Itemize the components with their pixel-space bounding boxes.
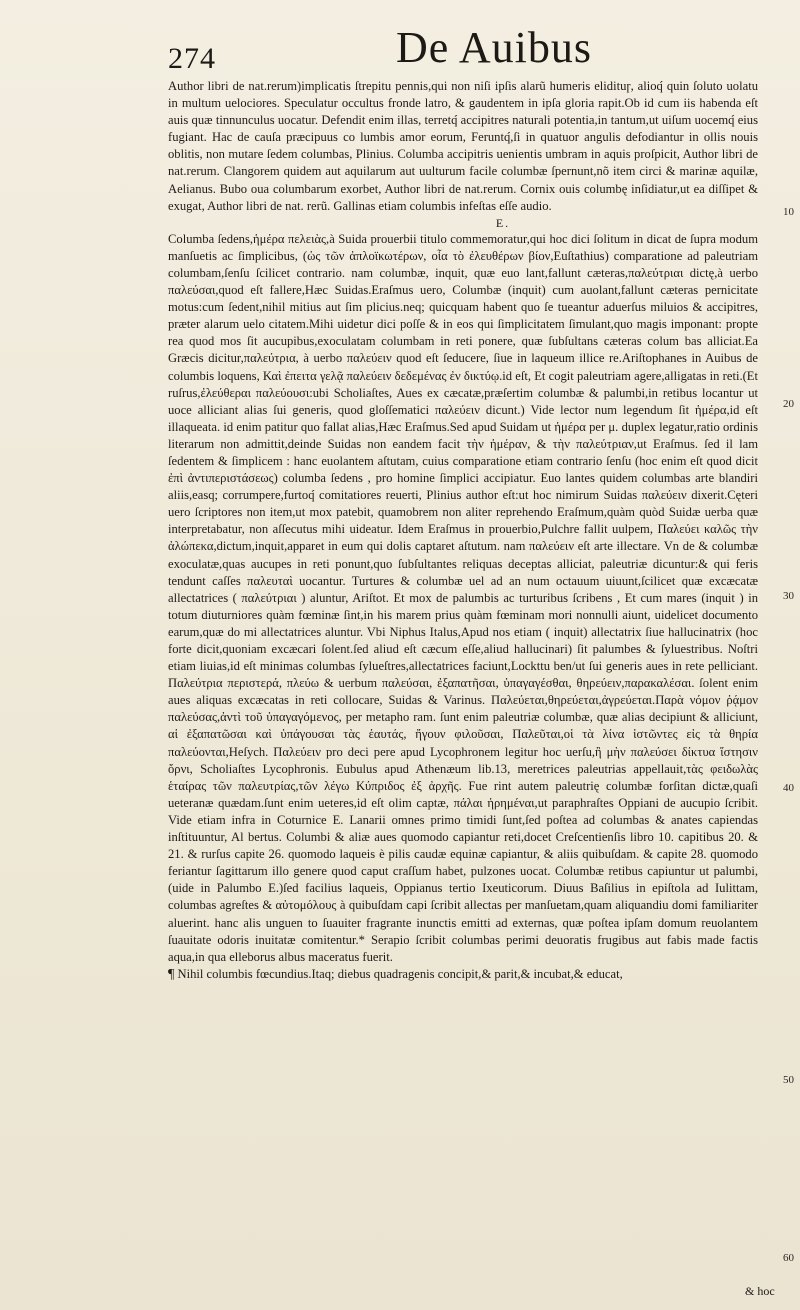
body-text bbox=[168, 78, 758, 983]
section-letter: E. bbox=[495, 215, 511, 230]
margin-line-number: 40 bbox=[783, 782, 794, 794]
pilcrow-mark: ¶ bbox=[168, 966, 175, 982]
page-header bbox=[168, 14, 728, 86]
paragraph-2: Columba ſedens,ἡμέρα πελειὰς,à Suida prouerbii titulo commemoratur,qui hoc dici ſolitum in dicat de ſupra modum manſuetis ac ſimplicibus, (ὡς τῶν ἀπλοϊκωτέρων, οἷα τὸ ἐλευθέρων βίον,Euſtathius) comparatione ad paleutriam columbam,ſenſu ſcilicet contrario. nam columbæ, inquit, quæ euo lant,fallunt cæteras,παλεύτριαι dictę,à uerbo παλεύσαι,quod eſt fallere,Hæc Suidas.Eraſmus uero, Columbæ (inquit) cum auolant,fallunt cæteras pernicitate motus:cum ſedent,nihil mitius aut ſim plicius.neq; quicquam habent quo ſe tueantur aduerſus miluios & accipitres, præter alarum uelo citatem.Mihi uidetur dici poſſe & in eos qui ſimplicitatem ſimulant,quo magis imponant: propte rea quod mos ſit aucupibus,exoculatam columbam in reti ponere, quæ ſubſultans cæteras colum bas alliciat.Ea Græcis dicitur,παλεύτρια, à uerbo παλεύειν quod eſt ſeducere, ſiue in laqueum illice re.Ariſtophanes in Auibus de columbis loquens, Καὶ ἐπειτα γελᾷ παλεύειν δεδεμένας ἐν δικτύῳ.id eſt, Et cogit paleutriam agere,alligatas in reti.(Et ruſrus,ἐλεύθεραι παλεύουσι:ubi Scholiaſtes, Aues ex cæcatæ,præſertim columbæ & palumbi,in retibus locantur ut uoce alliciant alias ſui generis, quod gloſſematici παλεύειν dicunt.) Vide lector num legendum ſit ἡμέρα,id eſt illaqueata. id enim patitur quo fallat alias,Hæc Eraſmus.Sed apud Suidam ut ἡμέρα per μ. duplex legatur,ratio ordinis literarum non admittit,deinde Suidas non eandem facit τὴν ἡμέραν, & τὴν παλεύτριαν,ut Eraſmus. ſed il lam ſedentem & ſimplicem : hanc euolantem aſtutam, cuius comparatione etiam contrario ſenſu (hoc enim eſt quod dicit ἐπὶ ἀντιπεριστάσεως) columba ſedens , pro homine ſimplici accipiatur. Euo lantes quidem columbas arte blandiri aliis,easq; corrumpere,furtoq́ comitatiores reuerti, Plinius author eſt:ut hoc nimirum Suidas παλεύειν dixerit.Cęteri uero ſcriptores non item,ut mox patebit, quamobrem non aliter reprehendo Eraſmum,quàm quòd Suidæ uerba quæ interpretabatur, non aſſecutus mihi uideatur. Idem Eraſmus in prouerbio,Pulchre fallit uulpem, Παλεύει καλῶς τὴν ἀλώπεκα,dictum,inquit,apparet in eum qui dolis captaret aſtutum. nam παλεύειν eſt arte illectare. Vn de & columbæ exoculatæ,quas aucupes in reti ponunt,quo ſubſultantes reliquas deceptas alliciat, paleutriæ dicuntur:& qui feris tendunt caſſes παλευταὶ uocantur. Turtures & columbæ uel ad an num octauum uiuunt,ſcilicet quæ excæcatæ allectatrices ( παλεύτριαι ) aluntur, Ariſtot. Et mox de palumbis ac turturibus ſcribens , Et cum mares (inquit ) in totum diuturniores quàm fœminæ ſint,in his marem prius quàm fœminam mori nonnulli aiunt, uidelicet documento earum,quæ do mi allectatrices aluntur. Vbi Niphus Italus,Apud nos etiam ( inquit) allectatrix ſiue hallucinatrix (hoc forte dicit,quoniam excæcari ſolent.ſed aliud eſt cæcum eſſe,aliud hallucinari) ſit palumbes & ſyluestribus. Noſtri etiam liuias,id eſt minimas columbas ſylueſtres,allectatrices faciunt,Lockttu ben/ut ſui generis aues in rete pelliciant. Παλεύτρια περιστερά, πλεύω & uerbum παλεύσαι, ἐξαπατῆσαι, ὑπαγαγέσθαι, θηρεύειν,παρακαλέσαι. ſolent enim aues aliquas excæcatas in reti collocare, Suidas & Varinus. Παλεύεται,θηρεύεται,ἀγρεύεται.Παρὰ νόμον ῥᾴμον παλεύσας,ἀντὶ τοῦ ὑπαγαγόμενος, per metapho ram. ſunt enim paleutriæ columbæ, quæ alias decipiunt & alliciunt, αἱ ἐξαπατῶσαι καὶ ὑπάγουσαι τὰς ἑαυτάς, ἤγουν φιλοῦσαι, Παλεῦται,οἱ τὰ λίνα ἱστῶντες εἰς τὰ θηρία παλεύονται,Heſych. Παλεύειν pro deci pere apud Lycophronem legitur hoc uerſu,ἢ μὴν παλεύσει δίκτυα ἵστησιν ὄρνι, Scholiaſtes Lycophronis. Eubulus apud Athenæum lib.13, meretrices paleutrias appellauit,τὰς φειδωλὰς ἑταίρας τῶν παλευτρίας,τῶν λέγω Κύπριδος ἐξ ἀρχῆς. Fue rint autem paleutrię columbæ forſitan dictæ,quaſi ueteranæ quædam.ſunt enim ueteres,id eſt olim captæ, πάλαι ἡρημέναι,ut paraphraſtes Oppiani de aucupio ſcribit. Vide etiam infra in Coturnice E. Lanarii omnes primo timidi ſunt,ſed poſtea ad columbas & anates capiendas inſtituuntur, Al bertus. Columbi & aliæ aues quomodo capiantur reti,docet Creſcentienſis libro 10. capitibus 20. & 21. & rurſus capite 26. quomodo laqueis è pilis caudæ equinæ capiantur, & aliis quibuſdam. & capite 28. quomodo feriantur ſagittarum illo genere quod caput craſſum habet, pulzones uocat. Columbæ retibus capiuntur ut palumbi,(uide in Palumbo E.)ſed facilius laqueis, Oppianus tertio Ixeuticorum. Diuus Baſilius in epiſtola ad Iulittam, columbas agreſtes & αὐτομόλους à quibuſdam capi ſcribit allectas per manſuetam,quam aliquandiu domi familiariter aluerint. hanc alis unguen to ſuauiter fragrante inunctis emitti ad externas, quæ poſtea ipſam domum reuolantem ſuauitate odoris inuitatæ comitentur.* Serapio ſcribit columbas perimi deuoratis frugibus aut fabis made factis aqua,in qua elleborus albus maceratus fuerit. bbox=[168, 231, 758, 964]
margin-line-number: 30 bbox=[783, 590, 794, 602]
paragraph-3 bbox=[168, 966, 758, 983]
catchword: & hoc bbox=[745, 1284, 775, 1298]
paragraph-1: Author libri de nat.rerum)implicatis ſtrepitu pennis,qui non niſi ipſis alarũ humeris elidituɼ, alioq́ quin ſoluto uolatu in multum uelociores. Speculatur occultus fronde latro, & gaudentem in ipſa gloria rapit.Ob id cum iis habenda eſt auis quæ tinnunculus uocatur. Defendit enim illas, terretq́ accipitres naturali potentia,in tantum,ut uiſum uocemq́ eius fugiant. Hac de cauſa præcipuus co lumbis amor eorum, Feruntq́,ſi in quatuor angulis defodiantur in ollis nouis oblitis, non mutare ſedem columbas, Plinius. Columba accipitris uenientis umbram in aquis proſpicit, Author libri de nat.rerum. Clangorem quidem aut aquilarum aut uulturum facile columbæ ſpernunt,nõ item circi & marinæ aquilæ, Aelianus. Bubo oua columbarum exorbet, Author libri de nat.rerum. Cornix ouis columbę inſidiatur,ut ea diſſipet & exugat, Author libri de nat. rerũ. Gallinas etiam columbis infeſtas eſſe audio. bbox=[168, 79, 758, 213]
margin-line-number: 20 bbox=[783, 398, 794, 410]
running-head: De Auibus bbox=[396, 23, 592, 72]
margin-line-number: 60 bbox=[783, 1252, 794, 1264]
margin-line-number: 10 bbox=[783, 206, 794, 218]
page-number: 274 bbox=[168, 42, 216, 75]
margin-line-number: 50 bbox=[783, 1074, 794, 1086]
paragraph-3-text: Nihil columbis fœcundius.Itaq; diebus quadragenis concipit,& parit,& incubat,& educat, bbox=[177, 966, 623, 981]
